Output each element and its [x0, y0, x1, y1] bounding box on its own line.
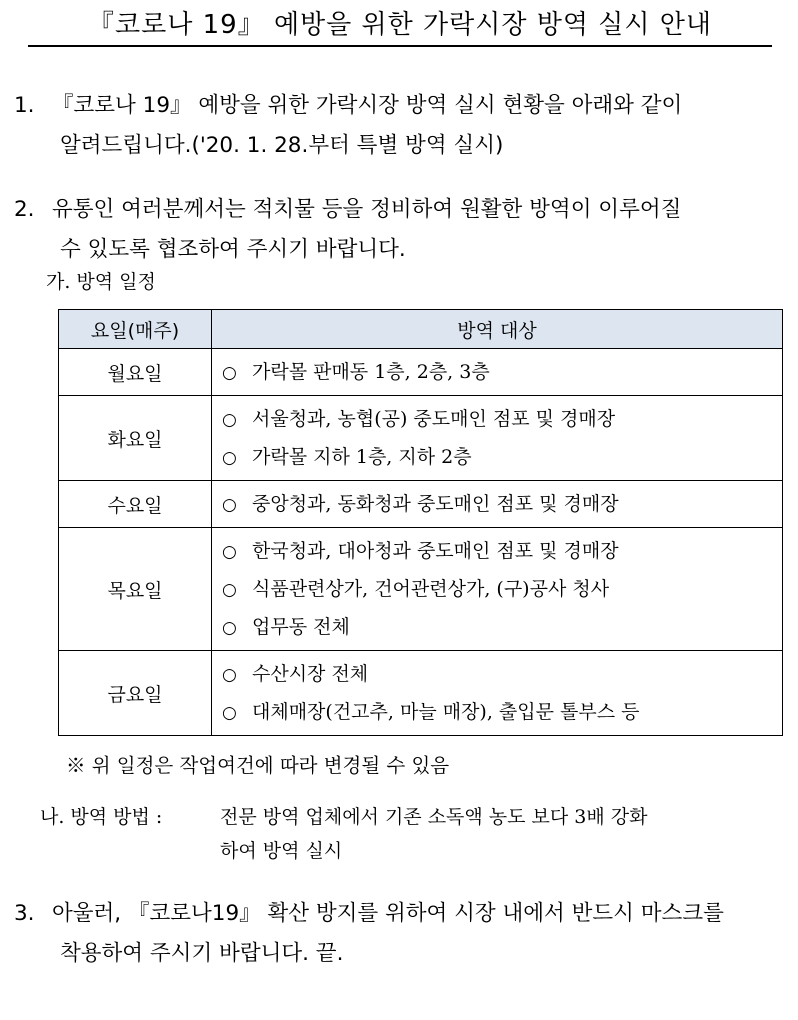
schedule-day: 월요일 [59, 349, 212, 396]
circle-bullet-icon: ○ [222, 448, 237, 468]
schedule-target-text: 중앙청과, 동화청과 중도매인 점포 및 경매장 [252, 493, 619, 515]
schedule-row [59, 396, 783, 481]
schedule-table [58, 309, 783, 736]
item-2-line-2: 수 있도록 협조하여 주시기 바랍니다. [60, 237, 406, 262]
circle-bullet-icon: ○ [222, 495, 237, 515]
item-3-line-1: 아울러, 『코로나19』 확산 방지를 위하여 시장 내에서 반드시 마스크를 [52, 901, 724, 926]
schedule-target-text: 수산시장 전체 [252, 663, 369, 685]
item-1 [14, 86, 790, 166]
schedule-targets [212, 349, 783, 396]
schedule-day: 목요일 [59, 528, 212, 651]
schedule-target-text: 식품관련상가, 건어관련상가, (구)공사 청사 [252, 578, 610, 600]
item-2-line-1: 유통인 여러분께서는 적치물 등을 정비하여 원활한 방역이 이루어질 [52, 197, 682, 222]
schedule-target-item [222, 353, 782, 391]
schedule-target-text: 가락몰 판매동 1층, 2층, 3층 [252, 361, 490, 383]
schedule-target-text: 서울청과, 농협(공) 중도매인 점포 및 경매장 [252, 408, 616, 430]
method-line-2: 하여 방역 실시 [220, 840, 343, 862]
column-header-target: 방역 대상 [212, 310, 783, 349]
schedule-day: 금요일 [59, 651, 212, 736]
method [40, 800, 790, 868]
schedule-target-item [222, 400, 782, 438]
circle-bullet-icon: ○ [222, 410, 237, 430]
schedule-day: 화요일 [59, 396, 212, 481]
schedule-target-item [222, 655, 782, 693]
item-3-number: 3. [14, 901, 35, 926]
schedule-row [59, 651, 783, 736]
schedule-note: ※ 위 일정은 작업여건에 따라 변경될 수 있음 [66, 754, 450, 777]
schedule-target-item [222, 608, 782, 646]
item-3-line-2: 착용하여 주시기 바랍니다. 끝. [60, 941, 344, 966]
schedule-target-item [222, 570, 782, 608]
schedule-target-item [222, 485, 782, 523]
schedule-targets [212, 396, 783, 481]
circle-bullet-icon: ○ [222, 542, 237, 562]
circle-bullet-icon: ○ [222, 703, 237, 723]
page-title: 『코로나 19』 예방을 위한 가락시장 방역 실시 안내 [28, 6, 772, 47]
schedule-day: 수요일 [59, 481, 212, 528]
item-1-line-1: 『코로나 19』 예방을 위한 가락시장 방역 실시 현황을 아래와 같이 [52, 93, 683, 118]
circle-bullet-icon: ○ [222, 580, 237, 600]
item-1-number: 1. [14, 93, 35, 118]
method-label: 나. 방역 방법 : [40, 806, 163, 828]
schedule-target-text: 가락몰 지하 1층, 지하 2층 [252, 446, 472, 468]
column-header-day: 요일(매주) [59, 310, 212, 349]
schedule-body [59, 349, 783, 736]
circle-bullet-icon: ○ [222, 618, 237, 638]
schedule-target-text: 대체매장(건고추, 마늘 매장), 출입문 톨부스 등 [252, 701, 640, 723]
item-1-line-2: 알려드립니다.('20. 1. 28.부터 특별 방역 실시) [60, 133, 504, 158]
schedule-heading: 가. 방역 일정 [46, 271, 156, 293]
schedule-target-item [222, 693, 782, 731]
schedule-targets [212, 651, 783, 736]
schedule-targets [212, 481, 783, 528]
circle-bullet-icon: ○ [222, 665, 237, 685]
schedule-target-item [222, 532, 782, 570]
schedule-row [59, 481, 783, 528]
schedule-target-text: 업무동 전체 [252, 616, 350, 638]
circle-bullet-icon: ○ [222, 363, 237, 383]
item-3 [14, 894, 790, 974]
schedule-target-text: 한국청과, 대아청과 중도매인 점포 및 경매장 [252, 540, 619, 562]
schedule-target-item [222, 438, 782, 476]
item-2-number: 2. [14, 197, 35, 222]
schedule-targets [212, 528, 783, 651]
item-2 [14, 190, 790, 270]
method-line-1: 전문 방역 업체에서 기존 소독액 농도 보다 3배 강화 [220, 806, 648, 828]
schedule-row [59, 349, 783, 396]
schedule-row [59, 528, 783, 651]
schedule-header-row [59, 310, 783, 349]
